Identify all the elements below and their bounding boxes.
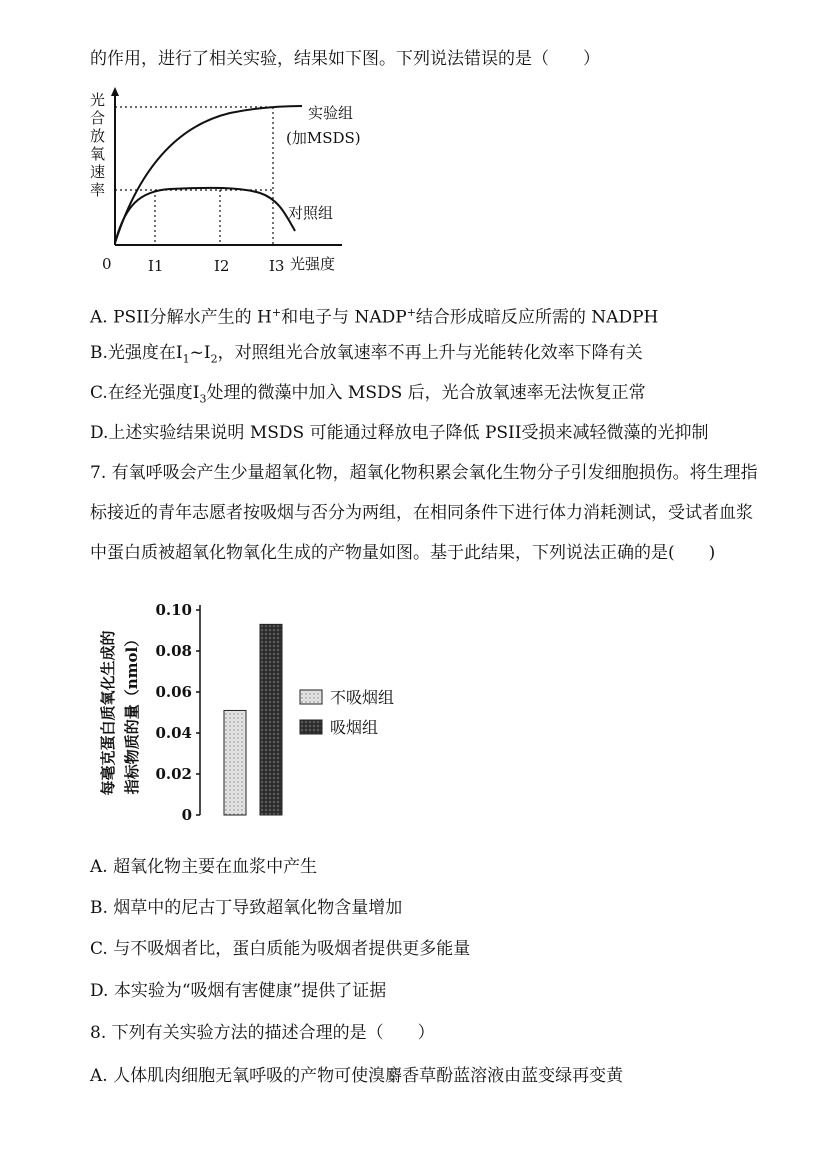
fig1-y-arrow — [111, 87, 119, 96]
chart-bar-1 — [224, 710, 246, 815]
chart-ytick-label: 0.04 — [155, 724, 192, 742]
photosynthesis-curve-figure — [80, 85, 380, 280]
chart-ytick-label: 0.08 — [155, 642, 192, 660]
fig1-control-curve — [115, 188, 295, 243]
q6-b-text-3: ，对照组光合放氧速率不再上升与光能转化效率下降有关 — [217, 343, 643, 363]
chart-ytick-label: 0.10 — [155, 601, 192, 619]
q7-stem-line1: 7. 有氧呼吸会产生少量超氧化物，超氧化物积累会氧化生物分子引发细胞损伤。将生理指 — [90, 463, 758, 483]
q7-option-b: B. 烟草中的尼古丁导致超氧化物含量增加 — [90, 898, 403, 918]
chart-legend-label-1: 不吸烟组 — [330, 688, 395, 707]
q7-option-a: A. 超氧化物主要在血浆中产生 — [90, 857, 318, 877]
q7-option-d: D. 本实验为“吸烟有害健康”提供了证据 — [90, 981, 387, 1001]
q6-option-b — [90, 342, 643, 370]
q6-b-text-1: B.光强度在I — [90, 343, 183, 363]
q6-c-sub: 3 — [199, 392, 207, 406]
chart-ytick-label: 0.02 — [155, 765, 192, 783]
fig1-control-label: 对照组 — [288, 204, 334, 222]
fig1-experiment-curve — [115, 106, 302, 243]
oxidation-bar-chart — [85, 585, 445, 830]
chart-ylabel-2: 指标物质的量（nmol） — [123, 631, 141, 795]
q6-c-text-2: 处理的微藻中加入 MSDS 后，光合放氧速率无法恢复正常 — [206, 383, 646, 403]
chart-ytick-label: 0 — [181, 806, 192, 824]
chart-legend-swatch-2 — [300, 720, 322, 734]
q6-c-text-1: C.在经光强度I — [90, 383, 200, 403]
q7-stem-line2: 标接近的青年志愿者按吸烟与否分为两组，在相同条件下进行体力消耗测试，受试者血浆 — [90, 503, 753, 523]
q7-option-c: C. 与不吸烟者比，蛋白质能为吸烟者提供更多能量 — [90, 939, 471, 959]
q6-a-text-3: 结合形成暗反应所需的 NADPH — [415, 307, 659, 328]
fig1-experiment-label: 实验组 — [308, 104, 354, 122]
fig1-tick-i3: I3 — [269, 257, 285, 275]
chart-legend-swatch-1 — [300, 690, 322, 704]
q6-a-sup-1: + — [271, 306, 282, 319]
fig1-origin: 0 — [102, 255, 112, 273]
q6-a-text-2: 和电子与 NADP — [281, 307, 407, 328]
fig1-tick-i2: I2 — [214, 257, 230, 275]
q7-stem-line3: 中蛋白质被超氧化物氧化生成的产物量如图。基于此结果，下列说法正确的是( ) — [90, 543, 716, 563]
q6-b-sub-1: 1 — [182, 352, 190, 366]
chart-legend-label-2: 吸烟组 — [330, 718, 379, 737]
q8-option-a: A. 人体肌肉细胞无氧呼吸的产物可使溴麝香草酚蓝溶液由蓝变绿再变黄 — [90, 1066, 624, 1086]
q6-b-text-2: ~I — [189, 343, 211, 363]
fig1-experiment-sublabel: (加MSDS) — [286, 129, 361, 147]
q6-option-a — [90, 302, 658, 329]
fig1-xlabel: 光强度 — [290, 255, 336, 273]
q6-option-d: D.上述实验结果说明 MSDS 可能通过释放电子降低 PSII受损来减轻微藻的光抑制 — [90, 423, 709, 443]
chart-bar-2 — [260, 624, 282, 815]
chart-ylabel-1: 每毫克蛋白质氧化生成的 — [99, 630, 117, 796]
fig1-tick-i1: I1 — [148, 257, 164, 275]
q6-option-c — [90, 382, 646, 410]
q6-b-sub-2: 2 — [210, 352, 218, 366]
question6-stem-tail: 的作用，进行了相关实验，结果如下图。下列说法错误的是（ ） — [90, 49, 600, 69]
fig1-ylabel: 光合放氧速率 — [90, 91, 108, 199]
q6-a-text-1: A. PSII分解水产生的 H — [90, 307, 272, 328]
chart-ytick-label: 0.06 — [155, 683, 192, 701]
q6-a-sup-2: + — [406, 306, 416, 319]
q8-stem: 8. 下列有关实验方法的描述合理的是（ ） — [90, 1023, 435, 1043]
